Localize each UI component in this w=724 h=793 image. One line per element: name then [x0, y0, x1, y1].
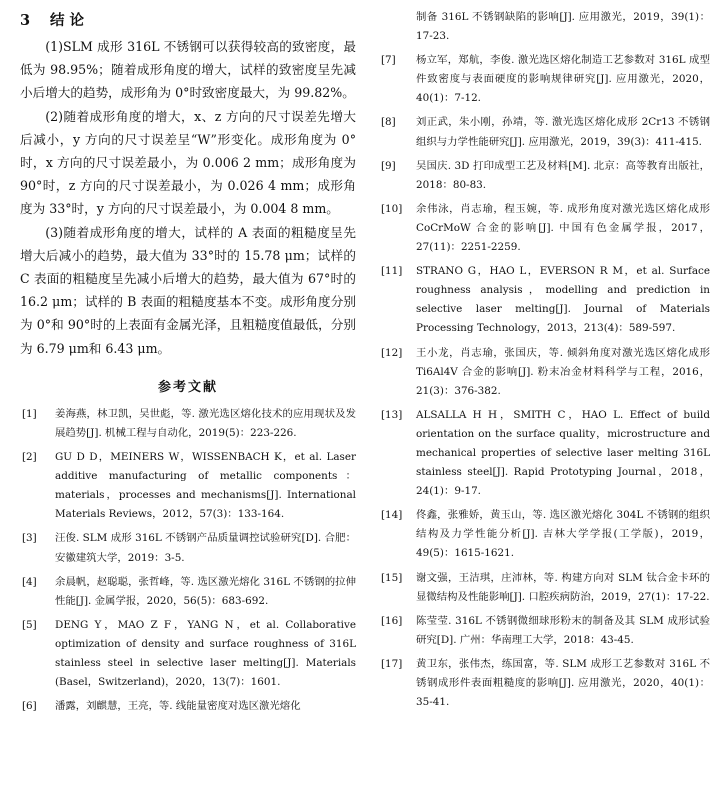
reference-index: [16] — [381, 614, 403, 627]
reference-index: [12] — [381, 346, 403, 359]
reference-item — [20, 529, 356, 567]
reference-item — [381, 612, 710, 650]
reference-index: [10] — [381, 202, 403, 215]
reference-text: 黄卫东，张伟杰，练国富，等. SLM 成形工艺参数对 316L 不锈钢成形件表面粗糙度的影响[J]. 应用激光，2020，40(1)：35-41. — [416, 657, 710, 709]
reference-index: [7] — [381, 54, 396, 67]
reference-item — [381, 51, 710, 108]
reference-index: [2] — [22, 451, 37, 464]
reference-index: [11] — [381, 265, 403, 278]
conclusion-paragraph-2: (2)随着成形角度的增大，x、z 方向的尺寸误差先增大后减小，y 方向的尺寸误差呈“W”形变化。成形角度为 0°时，x 方向的尺寸误差最小，为 0.006 2 mm；成形角度为 90°时，z 方向的尺寸误差最小，为 0.026 4 mm；成形角度为 33°时，y 方向的尺寸误差最小，为 0.004 8 mm。 — [20, 108, 356, 217]
reference-index: [13] — [381, 408, 403, 421]
reference-index: [6] — [22, 700, 37, 713]
reference-text: 佟鑫，张雅娇，黄玉山，等. 选区激光熔化 304L 不锈钢的组织结构及力学性能分析[J]. 吉林大学学报(工学版)，2019，49(5)：1615-1621. — [416, 509, 710, 560]
reference-continuation: 制备 316L 不锈钢缺陷的影响[J]. 应用激光，2019，39(1)：17-23. — [416, 11, 710, 43]
left-column — [20, 8, 356, 721]
section-number: 3 — [20, 12, 31, 29]
conclusion-paragraph-3: (3)随着成形角度的增大，试样的 A 表面的粗糙度呈先增大后减小的趋势，最大值为 33°时的 15.78 μm；试样的 C 表面的粗糙度呈先减小后增大的趋势，最大值为 67°时的 16.2 μm；试样的 B 表面的粗糙度基本不变。成形角度分别为 0°和 90°时的上表面有金属光泽，且粗糙度值最低，分别为 6.79 μm和 6.43 μm。 — [20, 224, 356, 356]
reference-index: [5] — [22, 618, 37, 631]
section-heading — [20, 8, 356, 34]
reference-index: [15] — [381, 571, 403, 584]
reference-index: [14] — [381, 509, 403, 522]
reference-text: 吴国庆. 3D 打印成型工艺及材料[M]. 北京：高等教育出版社，2018：80-83. — [416, 159, 710, 191]
reference-text: 余伟泳，肖志瑜，程玉婉，等. 成形角度对激光选区熔化成形 CoCrMoW 合金的影响[J]. 中国有色金属学报，2017，27(11)：2251-2259. — [416, 202, 710, 254]
reference-text: GU D D，MEINERS W，WISSENBACH K，et al. Laser additive manufacturing of metallic components：materials，processes and mechanisms[J]. International Materials Reviews，2012，57(3)：133-164. — [55, 451, 356, 521]
reference-item — [20, 405, 356, 443]
reference-item — [381, 113, 710, 151]
reference-item — [381, 344, 710, 401]
reference-text: STRANO G，HAO L，EVERSON R M，et al. Surface roughness analysis，modelling and prediction in selective laser melting[J]. Journal of Materials Processing Technology，2013，213(4)：589-597. — [416, 265, 710, 335]
reference-text: 王小龙，肖志瑜，张国庆，等. 倾斜角度对激光选区熔化成形 Ti6Al4V 合金的影响[J]. 粉末冶金材料科学与工程，2016，21(3)：376-382. — [416, 346, 710, 397]
reference-index: [8] — [381, 116, 396, 129]
reference-item — [20, 573, 356, 611]
reference-item — [20, 697, 356, 716]
reference-text: ALSALLA H H，SMITH C，HAO L. Effect of build orientation on the surface quality，microstructure and mechanical properties of selective laser melting 316L stainless steel[J]. Rapid Prototyping Journal，2018，24(1)：9-17. — [416, 408, 710, 498]
reference-item — [381, 200, 710, 257]
reference-index: [17] — [381, 657, 403, 670]
reference-text: DENG Y，MAO Z F，YANG N，et al. Collaborative optimization of density and surface roughness of 316L stainless steel in selective laser melting[J]. Materials (Basel，Switzerland)，2020，13(7)：1601. — [55, 618, 356, 689]
reference-index: [3] — [22, 532, 37, 545]
reference-index: [1] — [22, 407, 37, 420]
reference-text: 汪俊. SLM 成形 316L 不锈钢产品质量调控试验研究[D]. 合肥：安徽建筑大学，2019：3-5. — [55, 532, 356, 564]
conclusion-paragraph-1: (1)SLM 成形 316L 不锈钢可以获得较高的致密度，最低为 98.95%；随着成形角度的增大，试样的致密度呈先减小后增大的趋势，成形角为 0°时致密度最大，为 99.82%。 — [20, 39, 356, 101]
reference-text: 谢文强，王洁琪，庄沛林，等. 构建方向对 SLM 钛合金卡环的显微结构及性能影响[J]. 口腔疾病防治，2019，27(1)：17-22. — [416, 571, 710, 603]
reference-item — [381, 506, 710, 563]
reference-index: [9] — [381, 159, 396, 172]
reference-text: 姜海燕，林卫凯，吴世彪，等. 激光选区熔化技术的应用现状及发展趋势[J]. 机械工程与自动化，2019(5)：223-226. — [55, 407, 356, 439]
reference-text: 杨立军，郑航，李俊. 激光选区熔化制造工艺参数对 316L 成型件致密度与表面硬度的影响规律研究[J]. 应用激光，2020，40(1)：7-12. — [416, 54, 710, 105]
reference-item — [20, 616, 356, 692]
reference-item — [381, 655, 710, 712]
section-title: 结 论 — [50, 12, 85, 29]
reference-item — [381, 157, 710, 195]
reference-item — [381, 262, 710, 338]
reference-text: 刘正武，朱小刚，孙靖，等. 激光选区熔化成形 2Cr13 不锈钢组织与力学性能研究[J]. 应用激光，2019，39(3)：411-415. — [416, 116, 710, 148]
reference-index: [4] — [22, 575, 37, 588]
right-column — [381, 8, 710, 717]
reference-text: 潘露，刘麒慧，王亮，等. 线能量密度对选区激光熔化 — [55, 700, 301, 713]
reference-text: 余晨帆，赵聪聪，张哲峰，等. 选区激光熔化 316L 不锈钢的拉伸性能[J]. 金属学报，2020，56(5)：683-692. — [55, 575, 356, 607]
reference-item — [381, 569, 710, 607]
reference-item — [20, 448, 356, 524]
reference-text: 陈莹莹. 316L 不锈钢微细球形粉末的制备及其 SLM 成形试验研究[D]. 广州：华南理工大学，2018：43-45. — [416, 614, 710, 646]
reference-item — [381, 406, 710, 501]
references-heading: 参考文献 — [157, 379, 218, 395]
